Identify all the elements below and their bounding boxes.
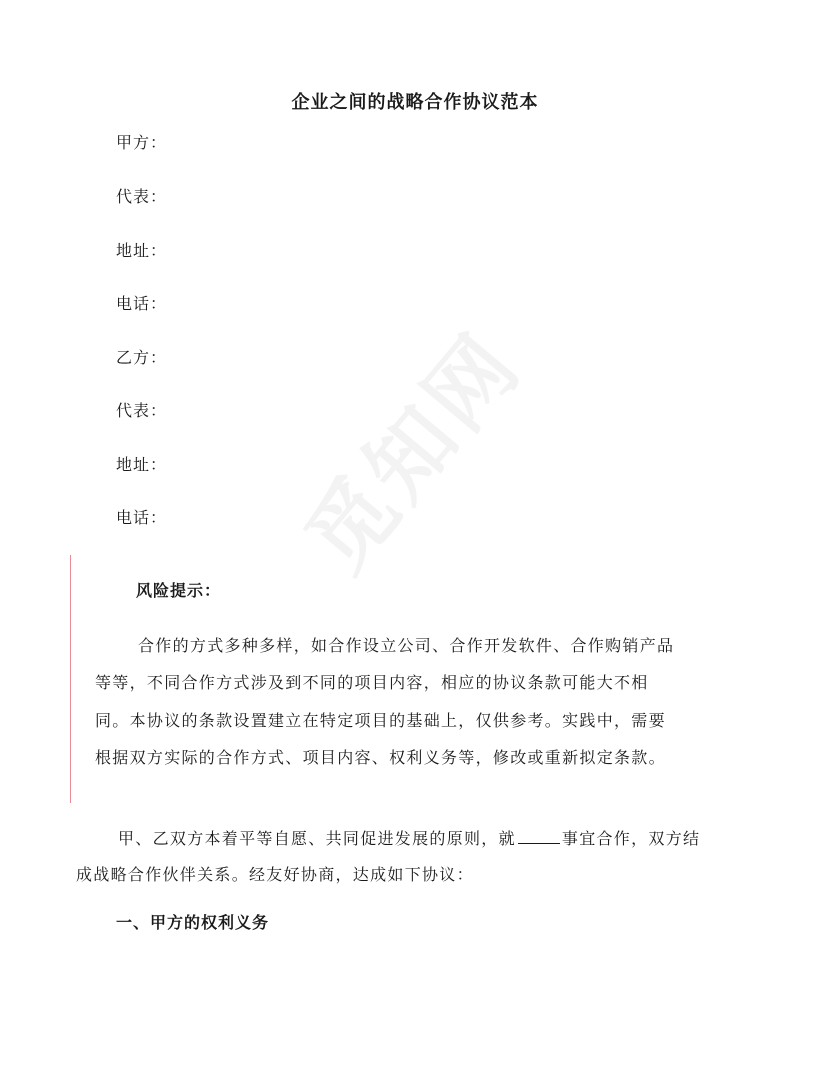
fill-in-blank [518,828,560,844]
party-b-phone-field: 电话： [116,508,168,527]
watermark [272,301,544,592]
document-title: 企业之间的战略合作协议范本 [291,92,539,113]
risk-notice-line: 合作的方式多种多样，如合作设立公司、合作开发软件、合作购销产品 [138,636,675,655]
party-a-phone-field: 电话： [116,294,168,313]
intro-line-1 [118,826,700,849]
intro-line-2: 成战略合作伙伴关系。经友好协商，达成如下协议： [76,865,474,884]
risk-notice-line: 等等，不同合作方式涉及到不同的项目内容，相应的协议条款可能大不相 [95,673,649,692]
risk-notice-line: 根据双方实际的合作方式、项目内容、权利义务等，修改或重新拟定条款。 [95,748,666,767]
risk-notice-bar [70,555,71,803]
section-heading: 一、甲方的权利义务 [116,913,270,932]
party-a-representative-field: 代表： [116,187,168,206]
party-b-address-field: 地址： [116,455,168,474]
intro-text-after-blank: 事宜合作，双方结 [561,829,701,848]
party-a-field: 甲方： [116,133,168,152]
party-a-address-field: 地址： [116,241,168,260]
party-b-field: 乙方： [116,348,168,367]
intro-text-before-blank: 甲、乙双方本着平等自愿、共同促进发展的原则，就 [118,829,516,848]
party-b-representative-field: 代表： [116,401,168,420]
risk-notice-line: 同。本协议的条款设置建立在特定项目的基础上，仅供参考。实践中，需要 [95,711,666,730]
risk-notice-title: 风险提示： [136,581,222,600]
